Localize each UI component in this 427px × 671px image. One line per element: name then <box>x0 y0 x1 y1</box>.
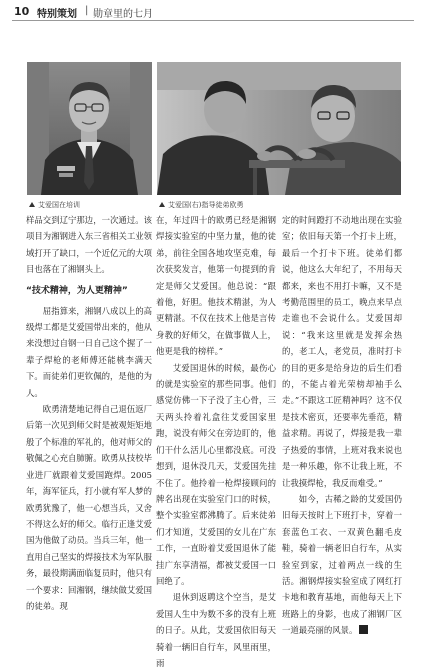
caption-triangle-icon <box>159 202 165 207</box>
paragraph: 欧勇清楚地记得自己退伍返厂后第一次见到师父时是被观矩矩地般了个标准的军礼的，他对师父的敬佩之心充自肺腑。欧勇从技校毕业进厂就跟着艾爱国跑焊。2005年，海军征兵，打小就有军人梦的欧勇犹豫了，他一心想当兵，又舍不得这么好的师父。临行正逢艾爱国为他做了动员。当兵三年，他一直用自己坚实的焊接技术为军队服务，最役期满面临复员时，他只有一个要求：回湘钢，继续做艾爱国的徒弟。现 <box>26 404 152 611</box>
paragraph: 定的时间蹬打不动地出现在实验室；依旧每天第一个打卡上班，最后一个打卡下班。徒弟们都说，他这么大年纪了，不用每天都来，来也不用打卡嘛，又不是考勤范围里的员工，晚点来早点走谁也不会说什么。艾爱国却说：“我来这里就是发挥余热的，老工人，老党员，准时打卡的目的更多是给身边的后生们看的，不能占着光荣榜却袖手么走。”不跟这工匠精神吗？这不仅是技术密页，还要率先垂范，精益求精。再说了，焊接是我一辈子热爱的事情，上班对我来说也是一种乐趣，你不让我上班，不让我摸焊枪，我反而难受。” <box>282 215 402 488</box>
paragraph: 样品交到辽宁那边，一次通过。该项目为湘钢进入东三省相关工业领域打开了缺口，一个近亿元的大项目也落在了湘钢头上。 <box>26 215 152 275</box>
header-rule <box>12 20 414 21</box>
section-name: 特别策划 <box>37 9 77 20</box>
article-column-1 <box>26 212 152 614</box>
page-header <box>0 0 427 22</box>
end-mark-icon <box>359 625 368 634</box>
paragraph: 退休到返聘这个空当，是艾爱国人生中为数不多的没有上班的日子。从此，艾爱国依旧每天骑着一辆旧自行车，风里雨里，雨 <box>156 592 276 668</box>
photo-right-mentor <box>157 62 401 195</box>
header-separator: | <box>85 5 89 16</box>
section-subheading: “技术精神，为人更精神” <box>26 285 128 296</box>
header-title: 勋章里的七月 <box>93 9 153 20</box>
paragraph: 如今，古稀之龄的艾爱国仍旧每天按时上下班打卡，穿着一套蓝色工衣、一双黄色翻毛皮鞋，骑着一辆老旧自行车，从实验室到家，过着两点一线的生活。湘钢焊接实验室成了网红打卡地和教育基地，而他每天上下班路上的身影，也成了湘钢厂区一道最亮丽的风景。 <box>282 493 402 636</box>
photo-right-caption: 艾爱国(右)指导徒弟欧勇 <box>159 200 243 210</box>
paragraph: 艾爱国退休的时候，最伤心的就是实验室的那些同事。他们感觉仿佛一下子没了主心骨，三天两头拎着礼盒往艾爱国家里跑，说没有师父在旁边盯的，他们干什么活儿心里都没底。可没想到，退休没几天，艾爱国先挂不住了。他拎着一枪焊接顾问的牌名出现在实验室门口的时候，整个实验室都沸腾了。后来徒弟们才知道，艾爱国的女儿在广东工作，一直盼着艾爱国退休了能挂广东享清福，都被艾爱国一口回绝了。 <box>156 362 276 586</box>
caption-triangle-icon <box>29 202 35 207</box>
photo-left-caption: 艾爱国在培训 <box>29 200 80 210</box>
paragraph: 屈指算来，湘钢八成以上的高级焊工都是艾爱国带出来的，他从来没想过自钢一日自己这个握了一辈子焊枪的老师傅还能桃李满天下。而徒弟们更钦佩的，是他的为人。 <box>26 305 152 398</box>
article-column-2 <box>156 212 276 671</box>
page-number: 10 <box>14 5 30 18</box>
photo-left-training <box>27 62 152 195</box>
paragraph: 在，年过四十的欧勇已经是湘钢焊接实验室的中坚力量，他的徒弟，前往全国各地攻坚克难，每次获奖发言，他第一句提到的肯定是师父艾爱国。他总说：“跟着他，好胆。他技术精湛，为人更精湛。不仅在技术上他是言传身教的好师父，在做事做人上，他更是我的榜样。” <box>156 215 276 357</box>
